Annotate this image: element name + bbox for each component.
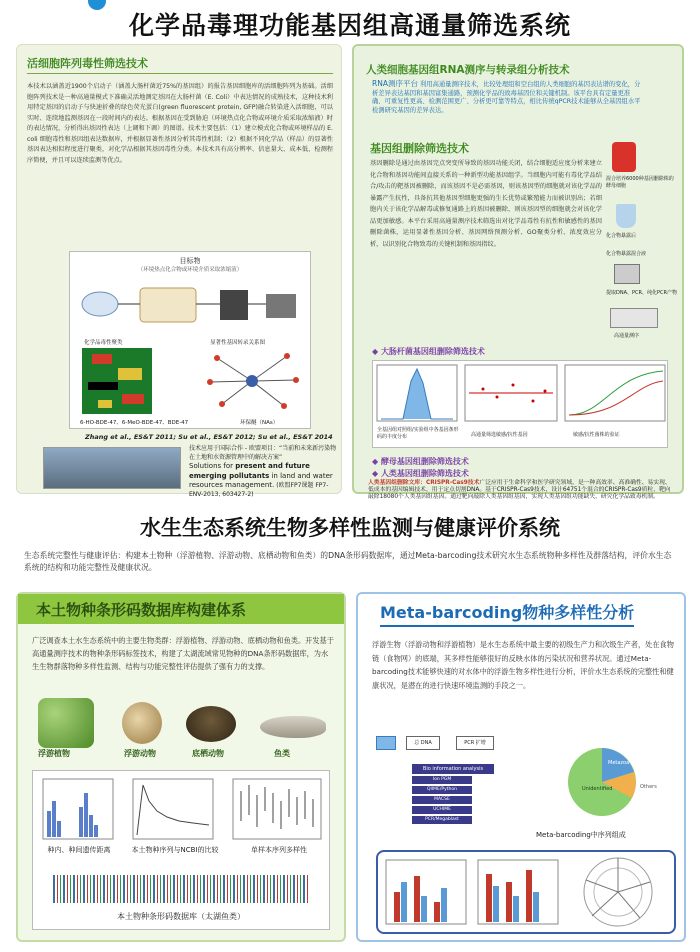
panel2-title: 人类细胞基因组RNA测序与转录组分析技术 (366, 64, 570, 76)
panel1-title: 活细胞阵列毒性筛选技术 (27, 55, 333, 74)
fig-network (202, 346, 302, 416)
rna-label: RNA测序平台 (372, 79, 418, 88)
ecoli-charts (373, 361, 669, 425)
fig-target-title: 目标物 (179, 257, 201, 265)
human-block (368, 480, 674, 501)
panel3-body: 广泛调查本土水生态系统中的主要生物类群：浮游植物、浮游动物、底栖动物和鱼类。开发基于高通量测序技术的物种条形码标签技术，构建了太湖流域常见物种的DNA条形码数据库，为水生生物群落物种多样性监测、结构与功能完整性评估提供了强有力的支撑。 (32, 636, 334, 671)
human-title-text: 人类基因组删除筛选技术 (380, 469, 469, 478)
label-zooplankton: 浮游动物 (124, 749, 156, 758)
panel4-body: 浮游生物（浮游动物和浮游植物）是水生态系统中最主要的初级生产力和次级生产者，处在食物链（食物网）的底端，其多样性能够很好的反映水体的污染状况和营养状况。通过Meta-barcoding技术能够快速的对水体中的浮游生物多样性进行分析，评价水生态系统的完整性和健康状况，是潜在的进行快速环境监测的手段之一。 (372, 640, 674, 690)
knockout-body: 基因删除是通过由基因完点突变所导致的基因功能关闭，结合细胞适应度分析来建立化合物和基因功能间直接关系的一种新型功能基因组学。当细胞内可能有毒化学品结合/攻击的靶基因被删除，而该基因不是必需基因，则该基因型的细胞就对该化学品的暴露产生抗性，具备抗其他基因型细胞更强的生长优势或繁殖能力而被识别出；若细胞内关于该化学品解毒或修复通路上的基因被删除，则该基因型的细胞就会对该化学品更加敏感。本平台采用高通量测序技术筛选出对化学品毒性有抗性和敏感性的基因删除菌株，运用显著性基因分析、基因网络预测分析、GO聚类分析、浓度效应分析，以识别化合物致毒的关键机制和基因指纹。 (370, 160, 602, 248)
panel-barcode-db (16, 592, 346, 942)
panel1-figure (69, 251, 311, 429)
flow-box-megablast: PCR/Megablast (412, 816, 472, 824)
yeast-title: ◆ 酵母基因组删除筛选技术 (372, 457, 469, 466)
flow-box-dna: 总 DNA (406, 736, 440, 750)
application-en-2: in land and water resources management. (189, 471, 333, 489)
ecoli-figure (372, 360, 668, 448)
barcode-caption: 本土物种条形码数据库（太湖鱼类） (117, 912, 245, 921)
rna-body: 利用高通量测序技术，比较处理组和空白组的人类细胞的基因表达谱的变化，分析差异表达基因和基因富集通路，预测化学品的致毒基因位和关键机制。该平台具有定量更准确、可重复性更高、检测范围更广、分析更可靠等特点，相比传统qPCR技术能够从全基因组水平检测研究基因的差异表达。 (372, 81, 641, 114)
panel1-application (189, 445, 337, 499)
ecoli-cap-3: 敏感/抗性菌株的验证 (573, 432, 620, 438)
diversity-figure (376, 850, 676, 934)
fig-pipeline (70, 274, 310, 334)
organism-photos (38, 698, 338, 758)
label-phytoplankton: 浮游植物 (38, 749, 70, 758)
ecoli-title-text: 大肠杆菌基因组删除筛选技术 (380, 347, 485, 356)
fig-xaxis-label: 6-HO-BDE-47、6-MeO-BDE-47、BDE-47 (80, 420, 189, 426)
barcode-charts (33, 771, 331, 871)
workflow-side (606, 142, 678, 342)
flow-box-uchime: UCHIME (412, 806, 472, 814)
human-title: ◆ 人类基因组删除筛选技术 (372, 469, 469, 478)
fig-heatmap-label: 化学品毒性聚类 (84, 340, 123, 346)
panel2-rna (372, 80, 642, 115)
application-en-1: Solutions for (189, 462, 236, 470)
panel1-citation: Zhang et al., ES&T 2011; Su et al., ES&T 2012; Su et al., ES&T 2014 (85, 433, 333, 441)
tube-icon (612, 142, 636, 172)
pie-label-unidentified: Unidentified (582, 786, 613, 792)
panel4-title: Meta-barcoding物种多样性分析 (380, 600, 634, 627)
water-sample-icon (376, 736, 396, 750)
panel-live-cell-array (16, 44, 342, 498)
panel-meta-barcoding (356, 592, 686, 942)
chart-label-2: 本土物种序列与NCBI的比较 (131, 846, 219, 854)
ecoli-title: ◆ 大肠杆菌基因组删除筛选技术 (372, 347, 485, 356)
side-label-2: 化合物暴露后 (606, 233, 637, 239)
human-label: 人类基因组删除文库：CRISPR-Cas9技术 (368, 480, 480, 486)
ecoli-cap-2: 高通量筛选敏感/抗性基因 (471, 432, 528, 438)
fig-network-caption: 环保醚（NAs） (240, 420, 279, 426)
flow-box-bioinfo: Bio information analysis (412, 764, 494, 774)
ecoli-cap-1: 全基因组对照组/实验组中各基因条形码的丰度分布 (377, 427, 459, 440)
chart-label-3: 单样本序列多样性 (251, 846, 307, 854)
barcode-strip (53, 875, 309, 903)
side-label-5: 高通量测序 (614, 333, 640, 339)
flow-box-ionpgm: Ion PGM (412, 776, 472, 784)
flow-box-qiime: QIIME/Python (412, 786, 472, 794)
panel1-body: 本技术以涵盖近1900个启动子（涵盖大肠杆菌近75%的基因组）的报告基因细胞库的活细胞阵列为基础。活细胞阵列技术是一种高通量模式下准确灵活地测定基因在大肠杆菌（E. Coli）中表达情况的成熟技术，这种技术利用特定基因的启动子与快速折叠的绿色荧光蛋白(green fluorescent protein, GFP)融合转染进入活细胞，可以实时、连续地监测基因在一段时间内的表达。根据基因在受到胁迫（环境热点化合物或环境介质采取浓缩液）时的表达情况，分析得出基因性表达（上调和下调）的图谱。技术主要包括：（1）建立模式化合物或环境样品的 E. coli 细胞毒性和基因组表达数据库，并根据显著性基因分析其毒性机制；（2）根据不同化学品（样品）的显著性基因表达相似程度进行聚类，对化学品根据其基因毒性分类。本技术具有高分辨率、信息量大、成本低、检测程序简便，并且可以连续监测等优点。 (27, 83, 333, 164)
composition-pie (556, 740, 676, 826)
application-cn: 技术应用于国际合作 - 欧盟项目：“当前和未来新污染物在土地和水资源管理中的解决方案” (189, 445, 337, 461)
pie-caption: Meta-barcoding中序列组成 (536, 831, 626, 839)
side-label-4: 提取DNA、PCR、纯化PCR产物 (606, 290, 677, 296)
flow-box-pcr: PCR 扩增 (456, 736, 494, 750)
pie-label-metazoa: Metazoa (608, 760, 630, 766)
fig-heatmap (82, 348, 152, 414)
label-benthos: 底栖动物 (192, 749, 224, 758)
flow-box-macse: MACSE (412, 796, 472, 804)
fig-network-label: 显著性基因转录关系图 (210, 340, 266, 346)
yeast-title-text: 酵母基因组删除筛选技术 (380, 457, 469, 466)
zooplankton-image (122, 702, 162, 744)
panel3-title: 本土物种条形码数据库构建体系 (36, 601, 247, 619)
pie-label-others: Others (640, 784, 657, 790)
group-photo (43, 447, 181, 489)
benthos-image (186, 706, 236, 742)
phytoplankton-image (38, 698, 94, 748)
knockout-title: 基因组删除筛选技术 (370, 142, 469, 155)
flask-icon (616, 204, 636, 228)
barcode-db-figure (32, 770, 330, 930)
application-ref: (欧盟FP7课题 FP7-ENV-2013, 603427-2) (189, 482, 329, 498)
fig-target-sub: （环境热点化合物或环境介质采取浓缩液） (137, 267, 243, 273)
flow-diagram (376, 730, 546, 830)
label-fish: 鱼类 (274, 749, 290, 758)
side-label-1: 混合培养6000种基因删除株的酵母细胞 (606, 176, 674, 189)
chart-label-1: 种内、种间遗传距离 (47, 846, 111, 854)
bottom-title: 水生生态系统生物多样性监测与健康评价系统 (140, 516, 560, 540)
fish-image (260, 716, 326, 738)
side-label-3: 化合物暴露混合液 (606, 251, 647, 257)
bottom-intro: 生态系统完整性与健康评估：构建本土物种（浮游植物、浮游动物、底栖动物和鱼类）的DNA条形码数据库，通过Meta-barcoding技术研究水生态系统物种多样性及群落结构，评价水生态系统的结构和功能完整性及健康状况。 (24, 551, 672, 572)
page-title: 化学品毒理功能基因组高通量筛选系统 (128, 11, 571, 40)
panel-rna-seq (352, 44, 684, 501)
human-body: 广泛应用于生命科学和医学研究领域，是一种高效率、高准确性、易实现、低成本的基因编辑技术，用于定点切割DNA。基于CRISPR-Cas9技术，设计64751个混合的CRISPR-Cas9质粒，靶向敲除18080个人类基因组基因。通过靶向敲除人类基因组基因，实现人类基因组功能缺失，研究化学品致毒机制。 (368, 480, 671, 501)
sequencer-icon (610, 308, 658, 328)
pcr-machine-icon (614, 264, 640, 284)
application-en-bold: present and future emerging pollutants (189, 462, 310, 480)
diversity-charts (378, 852, 674, 932)
